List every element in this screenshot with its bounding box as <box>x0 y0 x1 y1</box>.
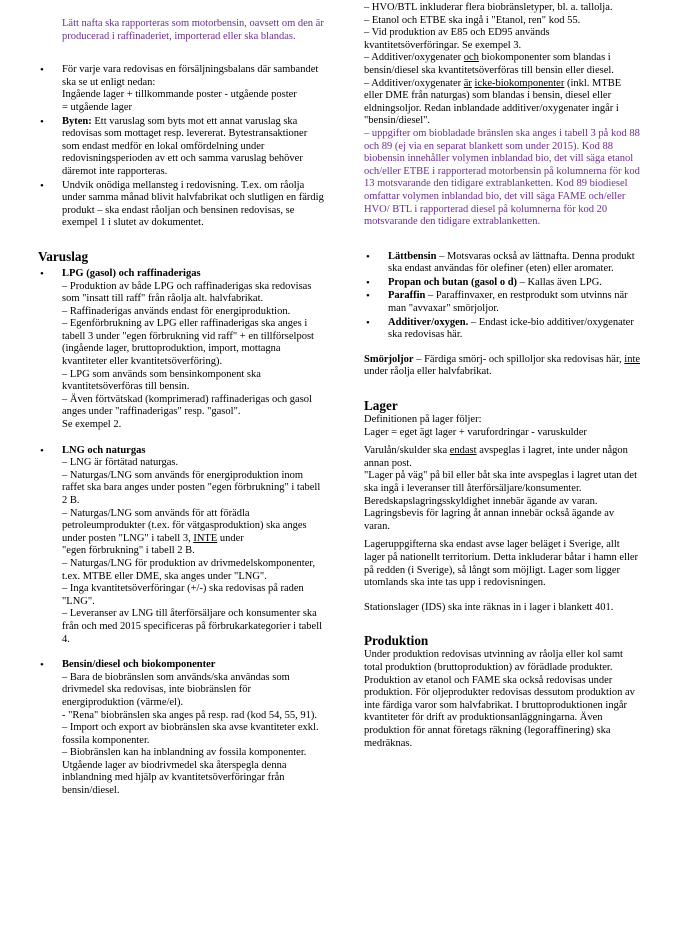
left-column <box>38 0 324 798</box>
additiv-item: • Additiver/oxygen. – Endast icke-bio additiver/oxygenater ska redovisas här. <box>364 317 642 342</box>
bio-continued: – HVO/BTL inkluderar flera biobränsletyper, bl. a. tallolja. – Etanol och ETBE ska ingå i "Etanol, ren" kod 55. – Vid produktion av E85 och ED95 används kvantitetsöverföringar. Se exempel 3. – Additiver/oxygenater och biokomponenter som blandas i bensin/diesel ska kvantitetsöverföras till bensin eller diesel. – Additiver/oxygenater är icke-biokomponenter (inkl. MTBE eller DME från naturgas) som blandas i bensin, diesel eller eldningsoljor. Redan inblandade additiver/oxygenater ingår i "bensin/diesel". – uppgifter om biobladade bränslen ska anges i tabell 3 på kod 88 och 89 (ej via en separat blankett som under 2015). Kod 88 biobensin innehåller volymen inblandad bio, det vill säga etanol och/eller ETBE i rapporterad motorbensin på kolumnerna för kod 13 motsvarande den tidigare extrablanketten. Kod 89 biodiesel omfattar volymen inblandad bio, det vill säga FAME och/eller HVO/ BTL i rapporterad diesel på kolumnerna för kod 20 motsvarande den tidigare extrablanketten. <box>364 0 642 229</box>
bullet-balance: • För varje vara redovisas en försäljningsbalans där sambandet ska se ut enligt nedan: Ingående lager + tillkommande poster - utgående poster = utgående lager <box>38 64 324 114</box>
intro-purple-paragraph: Lätt nafta ska rapporteras som motorbensin, oavsett om den är producerad i raffinaderiet, importerad eller ska blandas. <box>62 18 324 42</box>
produktion-paragraph: Under produktion redovisas utvinning av råolja eller kol samt total produktion (bruttoproduktion) av förädlade produkter. Produktion av etanol och FAME ska också redovisas under produktion. För oljeprodukter redovisas dessutom produktion av inte färdiga varor som halvfabrikat. I bruttoproduktionen ingår kvantiteter för drift av produktionsanläggningarna. Även produktion för annat företags räkning (legoraffinering) ska medräknas. <box>364 649 635 749</box>
smorjoljor-paragraph: Smörjoljor – Färdiga smörj- och spilloljor ska redovisas här, inte under råolja eller halvfabrikat. <box>364 353 641 378</box>
varuslag-list <box>38 268 324 798</box>
lager-paragraph-3: "Lager på väg" på bil eller båt ska inte avspeglas i lagret utan det ska ingå i leveranser till återförsäljare/konsumenter. Beredskapslagringsskyldighet innebär ägande av varan. Lagringsbevis för lagring åt annan innebär också ägande av varan. <box>364 470 638 532</box>
produktion-heading: Produktion <box>364 633 429 649</box>
product-bullets <box>364 251 642 342</box>
purple-block: – uppgifter om biobladade bränslen ska anges i tabell 3 på kod 88 och 89 (ej via en separat blankett som under 2015). Kod 88 biobensin innehåller volymen inblandad bio, det vill säga etanol och/eller ETBE i rapporterad motorbensin på kolumnerna för kod 13 motsvarande den tidigare extrablanketten. Kod 89 biodiesel omfattar volymen inblandad bio, det vill säga FAME och/eller HVO/ BTL i rapporterad diesel på kolumnerna för kod 20 motsvarande den tidigare extrablanketten. <box>364 127 640 228</box>
additiv-paragraph-1: – Additiver/oxygenater och biokomponenter som blandas i bensin/diesel ska kvantitetsöverföras till bensin eller diesel. <box>364 52 614 76</box>
lager-heading: Lager <box>364 398 398 414</box>
lpg-item: • LPG (gasol) och raffinaderigas – Produktion av både LPG och raffinaderigas ska redovisas som "insatt till raff" från råolja alt. halvfabrikat. – Raffinaderigas används endast för energiproduktion. – Egenförbrukning av LPG eller raffinaderigas ska anges i tabell 3 under "egen förbrukning vid raff" + en tillförselpost (ingående lager, bruttoproduktion, import, mottagna kvantiteter eller kvantitetsöverföring). – LPG som används som bensinkomponent ska kvantitetsöverföras till bensin. – Även förtvätskad (komprimerad) raffinaderigas och gasol anges under "raffinaderigas" resp. "gasol". Se exempel 2. <box>38 268 324 432</box>
general-bullets <box>38 64 324 230</box>
additiv-paragraph-2: – Additiver/oxygenater är icke-biokomponenter (inkl. MTBE eller DME från naturgas) som blandas i bensin, diesel eller eldningsoljor. Redan inblandade additiver/oxygenater ingår i "bensin/diesel". <box>364 77 622 127</box>
paraffin-item: • Paraffin – Paraffinvaxer, en restprodukt som utvinns när man "avvaxar" smörjoljor. <box>364 290 642 315</box>
lager-paragraph-5: Stationslager (IDS) ska inte räknas in i lager i blankett 401. <box>364 601 614 613</box>
bullet-mellansteg: • Undvik onödiga mellansteg i redovisning. T.ex. om råolja under samma månad blivit halvfabrikat och slutligen en färdig produkt – ska endast råoljan och bensinen redovisas, se exempel 1 i slutet av dokumentet. <box>38 180 324 230</box>
lager-paragraph-4: Lageruppgifterna ska endast avse lager beläget i Sverige, allt lager på nationellt territorium. Detta inkluderar båtar i hamn eller på redden (i Sverige), så långt som möjligt. Lager som ligger utomlands ska inte tas upp i redovisningen. <box>364 539 639 589</box>
propan-item: • Propan och butan (gasol o d) – Kallas även LPG. <box>364 277 642 290</box>
lattbensin-item: • Lättbensin – Motsvaras också av lättnafta. Denna produkt ska endast användas för olefiner (eten) eller aromater. <box>364 251 642 276</box>
lng-item: • LNG och naturgas – LNG är förtätad naturgas. – Naturgas/LNG som används för energiproduktion inom raffet ska bara anges under posten "egen förbrukning" i tabell 2 B. – Naturgas/LNG som används för att förädla petroleumprodukter (t.ex. för vätgasproduktion) ska anges under posten "LNG" i tabell 3, INTE under "egen förbrukning" i tabell 2 B. – Naturgas/LNG för produktion av drivmedelskomponenter, t.ex. MTBE eller DME, ska anges under "LNG". – Inga kvantitetsöverföringar (+/-) ska redovisas på raden "LNG". – Leveranser av LNG till återförsäljare och konsumenter ska från och med 2015 specificeras på förbrukarkategorier i tabell 4. <box>38 445 324 647</box>
bio-item: • Bensin/diesel och biokomponenter – Bara de biobränslen som används/ska användas som drivmedel ska redovisas, inte biobränslen för energiproduktion (värme/el). - "Rena" biobränslen ska anges på resp. rad (kod 54, 55, 91). – Import och export av biobränslen ska avse kvantiteter exkl. fossila komponenter. – Biobränslen kan ha inblandning av fossila komponenter. Utgående lager av biodrivmedel ska återspegla denna inblandning med hjälp av kvantitetsöverföringar från bensin/diesel. <box>38 659 324 798</box>
right-column: – HVO/BTL inkluderar flera biobränsletyper, bl. a. tallolja. – Etanol och ETBE ska ingå i "Etanol, ren" kod 55. – Vid produktion av E85 och ED95 används kvantitetsöverföringar. Se exempel 3. – Additiver/oxygenater och biokomponenter som blandas i bensin/diesel ska kvantitetsöverföras till bensin eller diesel. – Additiver/oxygenater är icke-biokomponenter (inkl. MTBE eller DME från naturgas) som blandas i bensin, diesel eller eldningsoljor. Redan inblandade additiver/oxygenater ingår i "bensin/diesel". – uppgifter om biobladade bränslen ska anges i tabell 3 på kod 88 och 89 (ej via en separat blankett som under 2015). Kod 88 biobensin innehåller volymen inblandad bio, det vill säga etanol och/eller ETBE i rapporterad motorbensin på kolumnerna för kod 13 motsvarande den tidigare extrablanketten. Kod 89 biodiesel omfattar volymen inblandad bio, det vill säga FAME och/eller HVO/ BTL i rapporterad diesel på kolumnerna för kod 20 motsvarande den tidigare extrablanketten. • Lättbensin – Motsvaras också av lättnafta. Denna produkt ska endast användas för olefiner (eten) eller aromater. • Propan och butan (gasol o d) – Kallas även LPG. • Paraffin – Paraffinvaxer, en restprodukt som utvinns när man "avvaxar" smörjoljor. • Additiver/oxygen. – Endast icke-bio additiver/oxygenater ska redovisas här. Smörjoljor – Färdiga smörj- och spilloljor ska redovisas här, inte under råolja eller halvfabrikat. Lager Definitionen på lager följer: Lager = eget ägt lager + varufordringar - varuskulder Varulån/skulder ska endast avspeglas i lagret, inte under någon annan post. "Lager på väg" på bil eller båt ska inte avspeglas i lagret utan det ska ingå i leveranser till återförsäljare/konsumenter. Beredskapslagringsskyldighet innebär ägande av varan. Lagringsbevis för lagring åt annan innebär också ägande av varan. Lageruppgifterna ska endast avse lager beläget i Sverige, allt lager på nationellt territorium. Detta inkluderar båtar i hamn eller på redden (i Sverige), så långt som möjligt. Lager som ligger utomlands ska inte tas upp i redovisningen. Stationslager (IDS) ska inte räknas in i lager i blankett 401. Produktion Under produktion redovisas utvinning av råolja eller kol samt total produktion (bruttoproduktion) av förädlade produkter. Produktion av etanol och FAME ska också redovisas under produktion. För oljeprodukter redovisas dessutom produktion av inte färdiga varor som halvfabrikat. I bruttoproduktionen ingår kvantiteter för drift av produktionsanläggningarna. Även produktion för annat företags räkning (legoraffinering) ska medräknas. <box>364 0 642 750</box>
lager-paragraph-2: Varulån/skulder ska endast avspeglas i lagret, inte under någon annan post. <box>364 445 628 469</box>
varuslag-heading: Varuslag <box>38 248 89 264</box>
bullet-byten: • Byten: Ett varuslag som byts mot ett annat varuslag ska redovisas som mottaget resp. levererat. Bytestransaktioner som endast medför en lokal omfördelning under redovisningsperioden av ett och samma varuslag behöver däremot inte rapporteras. <box>38 116 324 179</box>
